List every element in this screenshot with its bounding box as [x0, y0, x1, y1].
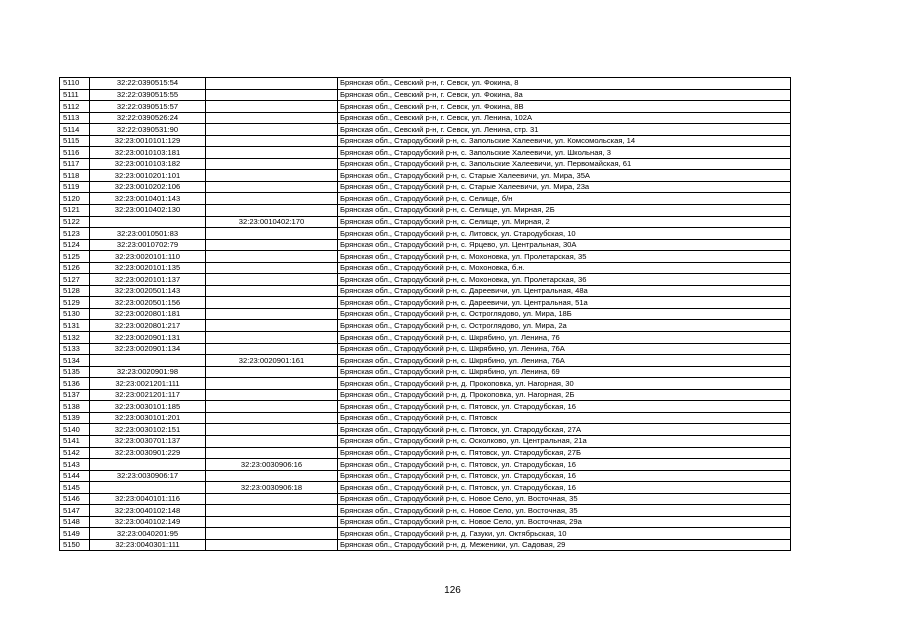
row-number-cell: 5127	[60, 274, 90, 286]
cadastral-number-cell	[90, 482, 206, 494]
previous-cadastral-number-cell: 32:23:0010402:170	[206, 216, 338, 228]
address-cell: Брянская обл., Стародубский р-н, с. Дареевичи, ул. Центральная, 48а	[338, 285, 791, 297]
address-cell: Брянская обл., Стародубский р-н, с. Остроглядово, ул. Мира, 18Б	[338, 308, 791, 320]
cadastral-number-cell: 32:23:0020501:156	[90, 297, 206, 309]
table-row	[60, 332, 791, 344]
table-row	[60, 516, 791, 528]
cadastral-number-cell: 32:23:0010702:79	[90, 239, 206, 251]
cadastral-number-cell: 32:23:0030901:229	[90, 447, 206, 459]
row-number-cell: 5141	[60, 435, 90, 447]
row-number-cell: 5140	[60, 424, 90, 436]
cadastral-number-cell: 32:23:0010201:101	[90, 170, 206, 182]
table-row	[60, 274, 791, 286]
previous-cadastral-number-cell	[206, 539, 338, 551]
row-number-cell: 5138	[60, 401, 90, 413]
table-row	[60, 539, 791, 551]
address-cell: Брянская обл., Стародубский р-н, д. Газуки, ул. Октябрьская, 10	[338, 528, 791, 540]
row-number-cell: 5121	[60, 205, 90, 217]
address-cell: Брянская обл., Стародубский р-н, с. Мохоновка, б.н.	[338, 262, 791, 274]
table-row	[60, 228, 791, 240]
cadastral-number-cell: 32:22:0390515:54	[90, 78, 206, 90]
table-row	[60, 181, 791, 193]
address-cell: Брянская обл., Стародубский р-н, с. Запольские Халеевичи, ул. Первомайская, 61	[338, 158, 791, 170]
previous-cadastral-number-cell	[206, 320, 338, 332]
previous-cadastral-number-cell	[206, 343, 338, 355]
table-row	[60, 366, 791, 378]
previous-cadastral-number-cell	[206, 147, 338, 159]
row-number-cell: 5137	[60, 389, 90, 401]
table-row	[60, 528, 791, 540]
address-cell: Брянская обл., Стародубский р-н, с. Новое Село, ул. Восточная, 35	[338, 505, 791, 517]
table-row	[60, 124, 791, 136]
table-row	[60, 112, 791, 124]
cadastral-number-cell: 32:23:0021201:111	[90, 378, 206, 390]
previous-cadastral-number-cell	[206, 412, 338, 424]
table-row	[60, 135, 791, 147]
address-cell: Брянская обл., Стародубский р-н, с. Остроглядово, ул. Мира, 2а	[338, 320, 791, 332]
address-cell: Брянская обл., Стародубский р-н, с. Шкрябино, ул. Ленина, 76А	[338, 343, 791, 355]
address-cell: Брянская обл., Стародубский р-н, с. Запольские Халеевичи, ул. Комсомольская, 14	[338, 135, 791, 147]
cadastral-number-cell: 32:23:0030101:201	[90, 412, 206, 424]
cadastral-number-cell: 32:22:0390515:57	[90, 101, 206, 113]
previous-cadastral-number-cell	[206, 89, 338, 101]
previous-cadastral-number-cell	[206, 285, 338, 297]
previous-cadastral-number-cell	[206, 308, 338, 320]
address-cell: Брянская обл., Стародубский р-н, д. Прокоповка, ул. Нагорная, 2Б	[338, 389, 791, 401]
previous-cadastral-number-cell	[206, 239, 338, 251]
table-row	[60, 285, 791, 297]
row-number-cell: 5130	[60, 308, 90, 320]
address-cell: Брянская обл., Стародубский р-н, с. Пятовск, ул. Стародубская, 16	[338, 459, 791, 471]
row-number-cell: 5112	[60, 101, 90, 113]
row-number-cell: 5113	[60, 112, 90, 124]
previous-cadastral-number-cell	[206, 528, 338, 540]
table-row	[60, 147, 791, 159]
table-row	[60, 412, 791, 424]
previous-cadastral-number-cell	[206, 112, 338, 124]
row-number-cell: 5131	[60, 320, 90, 332]
table-row	[60, 470, 791, 482]
previous-cadastral-number-cell	[206, 274, 338, 286]
previous-cadastral-number-cell	[206, 378, 338, 390]
cadastral-number-cell: 32:23:0020101:110	[90, 251, 206, 263]
row-number-cell: 5146	[60, 493, 90, 505]
cadastral-number-cell: 32:23:0020801:181	[90, 308, 206, 320]
address-cell: Брянская обл., Стародубский р-н, с. Шкрябино, ул. Ленина, 76А	[338, 355, 791, 367]
address-cell: Брянская обл., Стародубский р-н, с. Осколково, ул. Центральная, 21а	[338, 435, 791, 447]
table-row	[60, 378, 791, 390]
row-number-cell: 5111	[60, 89, 90, 101]
cadastral-number-cell: 32:23:0020901:134	[90, 343, 206, 355]
row-number-cell: 5133	[60, 343, 90, 355]
cadastral-number-cell: 32:23:0030701:137	[90, 435, 206, 447]
previous-cadastral-number-cell	[206, 389, 338, 401]
address-cell: Брянская обл., Севский р-н, г. Севск, ул. Фокина, 8	[338, 78, 791, 90]
table-row	[60, 493, 791, 505]
previous-cadastral-number-cell: 32:23:0030906:18	[206, 482, 338, 494]
previous-cadastral-number-cell	[206, 158, 338, 170]
address-cell: Брянская обл., Стародубский р-н, с. Пятовск, ул. Стародубская, 16	[338, 401, 791, 413]
address-cell: Брянская обл., Стародубский р-н, с. Новое Село, ул. Восточная, 29а	[338, 516, 791, 528]
previous-cadastral-number-cell	[206, 297, 338, 309]
previous-cadastral-number-cell: 32:23:0020901:161	[206, 355, 338, 367]
table-row	[60, 459, 791, 471]
cadastral-number-cell: 32:23:0040102:148	[90, 505, 206, 517]
previous-cadastral-number-cell	[206, 228, 338, 240]
cadastral-number-cell: 32:23:0010103:182	[90, 158, 206, 170]
row-number-cell: 5123	[60, 228, 90, 240]
property-table	[59, 77, 791, 551]
property-table-body	[60, 78, 791, 551]
table-row	[60, 389, 791, 401]
table-row	[60, 158, 791, 170]
cadastral-number-cell: 32:23:0030102:151	[90, 424, 206, 436]
previous-cadastral-number-cell	[206, 251, 338, 263]
row-number-cell: 5147	[60, 505, 90, 517]
table-row	[60, 320, 791, 332]
cadastral-number-cell: 32:23:0020501:143	[90, 285, 206, 297]
table-row	[60, 355, 791, 367]
cadastral-number-cell: 32:23:0040201:95	[90, 528, 206, 540]
address-cell: Брянская обл., Стародубский р-н, с. Пятовск, ул. Стародубская, 27Б	[338, 447, 791, 459]
previous-cadastral-number-cell	[206, 170, 338, 182]
address-cell: Брянская обл., Стародубский р-н, д. Прокоповка, ул. Нагорная, 30	[338, 378, 791, 390]
table-row	[60, 193, 791, 205]
table-row	[60, 297, 791, 309]
address-cell: Брянская обл., Севский р-н, г. Севск, ул. Фокина, 8В	[338, 101, 791, 113]
cadastral-number-cell: 32:23:0040101:116	[90, 493, 206, 505]
cadastral-number-cell	[90, 355, 206, 367]
cadastral-number-cell: 32:22:0390526:24	[90, 112, 206, 124]
address-cell: Брянская обл., Стародубский р-н, с. Дареевичи, ул. Центральная, 51а	[338, 297, 791, 309]
row-number-cell: 5143	[60, 459, 90, 471]
row-number-cell: 5125	[60, 251, 90, 263]
address-cell: Брянская обл., Стародубский р-н, с. Мохоновка, ул. Пролетарская, 36	[338, 274, 791, 286]
row-number-cell: 5120	[60, 193, 90, 205]
table-row	[60, 262, 791, 274]
previous-cadastral-number-cell	[206, 493, 338, 505]
address-cell: Брянская обл., Стародубский р-н, с. Литовск, ул. Стародубская, 10	[338, 228, 791, 240]
previous-cadastral-number-cell	[206, 505, 338, 517]
table-row	[60, 89, 791, 101]
table-row	[60, 447, 791, 459]
address-cell: Брянская обл., Стародубский р-н, с. Пятовск, ул. Стародубская, 27А	[338, 424, 791, 436]
address-cell: Брянская обл., Стародубский р-н, с. Старые Халеевичи, ул. Мира, 35А	[338, 170, 791, 182]
previous-cadastral-number-cell	[206, 516, 338, 528]
cadastral-number-cell: 32:23:0020901:98	[90, 366, 206, 378]
table-row	[60, 401, 791, 413]
address-cell: Брянская обл., Стародубский р-н, с. Шкрябино, ул. Ленина, 69	[338, 366, 791, 378]
address-cell: Брянская обл., Стародубский р-н, с. Селище, б/н	[338, 193, 791, 205]
row-number-cell: 5136	[60, 378, 90, 390]
table-row	[60, 251, 791, 263]
previous-cadastral-number-cell	[206, 332, 338, 344]
previous-cadastral-number-cell	[206, 101, 338, 113]
row-number-cell: 5135	[60, 366, 90, 378]
table-row	[60, 343, 791, 355]
table-row	[60, 308, 791, 320]
row-number-cell: 5148	[60, 516, 90, 528]
previous-cadastral-number-cell	[206, 78, 338, 90]
row-number-cell: 5150	[60, 539, 90, 551]
address-cell: Брянская обл., Севский р-н, г. Севск, ул. Фокина, 8а	[338, 89, 791, 101]
row-number-cell: 5124	[60, 239, 90, 251]
table-row	[60, 239, 791, 251]
row-number-cell: 5145	[60, 482, 90, 494]
row-number-cell: 5116	[60, 147, 90, 159]
cadastral-number-cell: 32:23:0010101:129	[90, 135, 206, 147]
cadastral-number-cell: 32:23:0010103:181	[90, 147, 206, 159]
cadastral-number-cell: 32:22:0390515:55	[90, 89, 206, 101]
previous-cadastral-number-cell	[206, 181, 338, 193]
address-cell: Брянская обл., Стародубский р-н, с. Ярцево, ул. Центральная, 30А	[338, 239, 791, 251]
address-cell: Брянская обл., Стародубский р-н, с. Запольские Халеевичи, ул. Школьная, 3	[338, 147, 791, 159]
table-row	[60, 505, 791, 517]
previous-cadastral-number-cell	[206, 366, 338, 378]
previous-cadastral-number-cell	[206, 262, 338, 274]
row-number-cell: 5122	[60, 216, 90, 228]
cadastral-number-cell: 32:23:0010402:130	[90, 205, 206, 217]
row-number-cell: 5134	[60, 355, 90, 367]
row-number-cell: 5129	[60, 297, 90, 309]
table-row	[60, 482, 791, 494]
address-cell: Брянская обл., Стародубский р-н, с. Мохоновка, ул. Пролетарская, 35	[338, 251, 791, 263]
table-row	[60, 170, 791, 182]
row-number-cell: 5132	[60, 332, 90, 344]
cadastral-number-cell	[90, 459, 206, 471]
row-number-cell: 5115	[60, 135, 90, 147]
cadastral-number-cell: 32:23:0020101:135	[90, 262, 206, 274]
previous-cadastral-number-cell	[206, 435, 338, 447]
previous-cadastral-number-cell: 32:23:0030906:16	[206, 459, 338, 471]
previous-cadastral-number-cell	[206, 205, 338, 217]
row-number-cell: 5114	[60, 124, 90, 136]
row-number-cell: 5126	[60, 262, 90, 274]
row-number-cell: 5142	[60, 447, 90, 459]
address-cell: Брянская обл., Стародубский р-н, с. Селище, ул. Мирная, 2Б	[338, 205, 791, 217]
cadastral-number-cell	[90, 216, 206, 228]
address-cell: Брянская обл., Стародубский р-н, с. Старые Халеевичи, ул. Мира, 23а	[338, 181, 791, 193]
row-number-cell: 5144	[60, 470, 90, 482]
row-number-cell: 5117	[60, 158, 90, 170]
previous-cadastral-number-cell	[206, 401, 338, 413]
address-cell: Брянская обл., Стародубский р-н, с. Пятовск	[338, 412, 791, 424]
address-cell: Брянская обл., Стародубский р-н, с. Новое Село, ул. Восточная, 35	[338, 493, 791, 505]
cadastral-number-cell: 32:23:0010202:106	[90, 181, 206, 193]
row-number-cell: 5118	[60, 170, 90, 182]
address-cell: Брянская обл., Севский р-н, г. Севск, ул. Ленина, стр. 31	[338, 124, 791, 136]
row-number-cell: 5110	[60, 78, 90, 90]
address-cell: Брянская обл., Стародубский р-н, с. Шкрябино, ул. Ленина, 76	[338, 332, 791, 344]
address-cell: Брянская обл., Стародубский р-н, с. Пятовск, ул. Стародубская, 16	[338, 470, 791, 482]
table-row	[60, 435, 791, 447]
previous-cadastral-number-cell	[206, 447, 338, 459]
table-row	[60, 216, 791, 228]
address-cell: Брянская обл., Стародубский р-н, с. Селище, ул. Мирная, 2	[338, 216, 791, 228]
previous-cadastral-number-cell	[206, 470, 338, 482]
cadastral-number-cell: 32:23:0040102:149	[90, 516, 206, 528]
previous-cadastral-number-cell	[206, 193, 338, 205]
address-cell: Брянская обл., Стародубский р-н, с. Пятовск, ул. Стародубская, 16	[338, 482, 791, 494]
cadastral-number-cell: 32:23:0010401:143	[90, 193, 206, 205]
cadastral-number-cell: 32:23:0020101:137	[90, 274, 206, 286]
cadastral-number-cell: 32:23:0021201:117	[90, 389, 206, 401]
page-number: 126	[444, 585, 461, 596]
table-row	[60, 205, 791, 217]
row-number-cell: 5139	[60, 412, 90, 424]
cadastral-number-cell: 32:23:0040301:111	[90, 539, 206, 551]
row-number-cell: 5128	[60, 285, 90, 297]
cadastral-number-cell: 32:23:0020801:217	[90, 320, 206, 332]
table-row	[60, 101, 791, 113]
address-cell: Брянская обл., Стародубский р-н, д. Меженики, ул. Садовая, 29	[338, 539, 791, 551]
table-row	[60, 424, 791, 436]
cadastral-number-cell: 32:23:0010501:83	[90, 228, 206, 240]
table-row	[60, 78, 791, 90]
cadastral-number-cell: 32:23:0030906:17	[90, 470, 206, 482]
address-cell: Брянская обл., Севский р-н, г. Севск, ул. Ленина, 102А	[338, 112, 791, 124]
cadastral-number-cell: 32:23:0020901:131	[90, 332, 206, 344]
cadastral-number-cell: 32:23:0030101:185	[90, 401, 206, 413]
previous-cadastral-number-cell	[206, 424, 338, 436]
previous-cadastral-number-cell	[206, 124, 338, 136]
previous-cadastral-number-cell	[206, 135, 338, 147]
row-number-cell: 5149	[60, 528, 90, 540]
cadastral-number-cell: 32:22:0390531:90	[90, 124, 206, 136]
row-number-cell: 5119	[60, 181, 90, 193]
